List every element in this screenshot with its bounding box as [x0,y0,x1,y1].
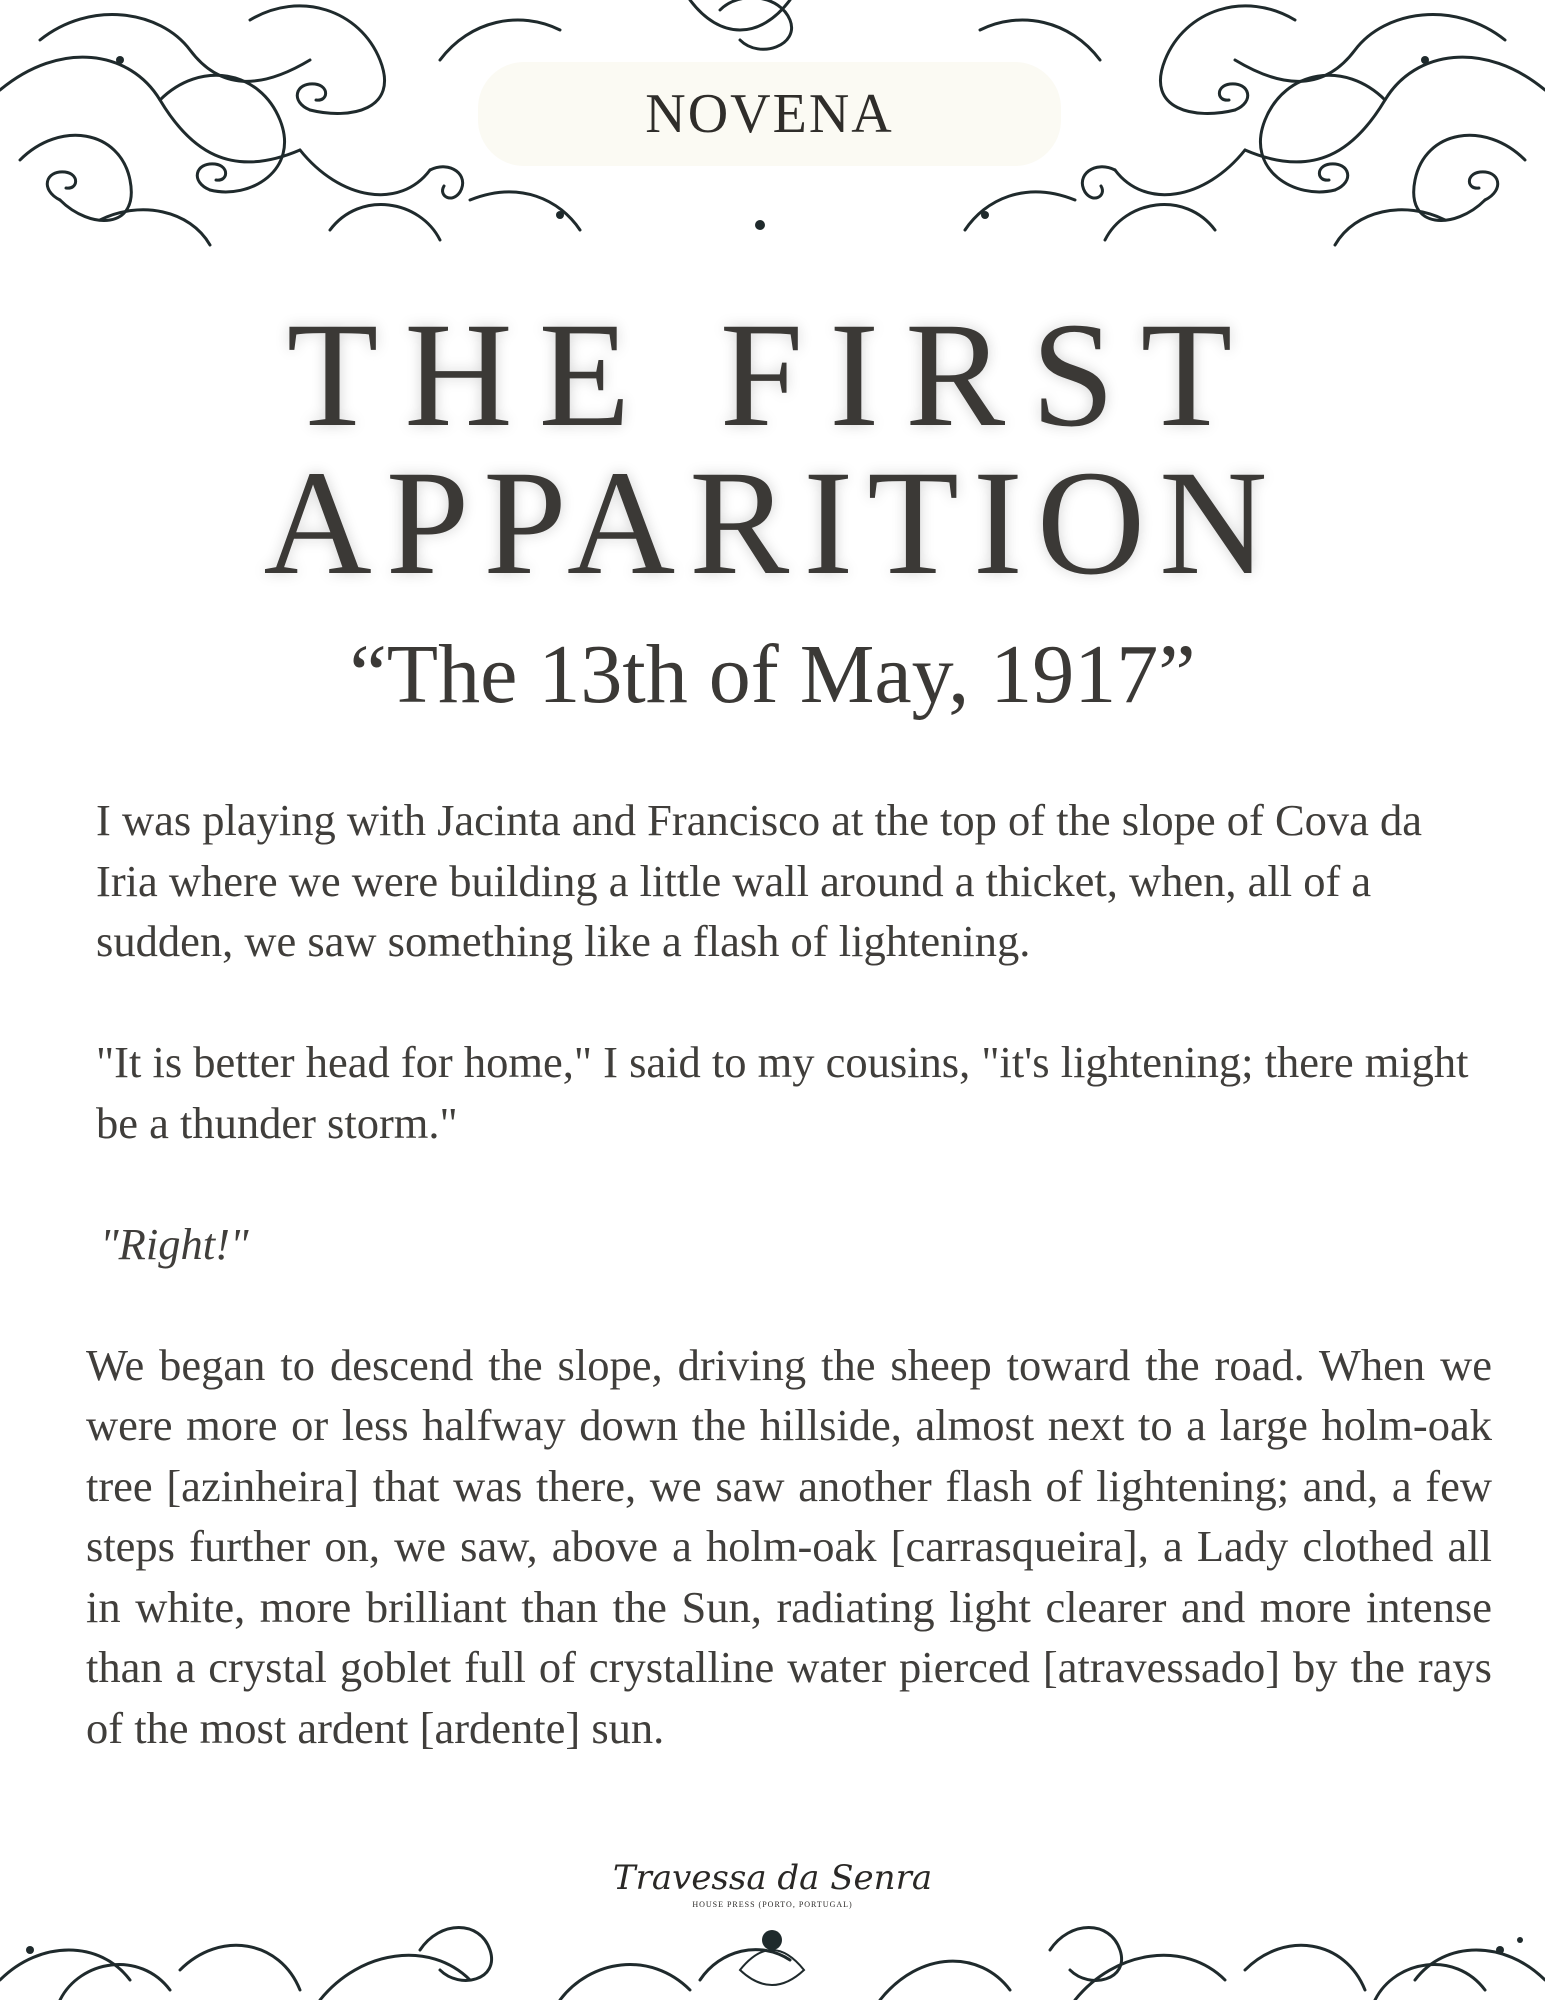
body-paragraph-3: "Right!" [100,1218,249,1269]
page-title-line-1: THE FIRST [286,292,1259,458]
publisher-logo-script: Travessa da Senra [612,1858,933,1898]
body-paragraph-2: "It is better head for home," I said to my cousins, "it's lightening; there might be a thunder storm." [96,1037,1469,1148]
page-subtitle: “The 13th of May, 1917” [349,628,1196,721]
bottom-ornament-border [0,1910,1545,2000]
body-paragraph-1: I was playing with Jacinta and Francisco at the top of the slope of Cova da Iria where we were building a little wall around a thicket, when, all of a sudden, we saw something like a flash of lightening. [96,795,1423,966]
header-label: NOVENA [645,83,894,145]
publisher-logo [0,1858,1545,1909]
publisher-logo-subtitle: HOUSE PRESS (PORTO, PORTUGAL) [692,1900,853,1909]
page-title-line-2: APPARITION [263,440,1282,606]
body-text [86,790,1492,1758]
header-label-pill [478,62,1061,166]
body-paragraph-4: We began to descend the slope, driving the sheep toward the road. When we were more or less halfway down the hillside, almost next to a large holm-oak tree [azinheira] that was there, we saw another flash of lightening; and, a few steps further on, we saw, above a holm-oak [carrasqueira], a Lady clothed all in white, more brilliant than the Sun, radiating light clearer and more intense than a crystal goblet full of crystalline water pierced [atravessado] by the rays of the most ardent [ardente] sun. [86,1339,1492,1753]
